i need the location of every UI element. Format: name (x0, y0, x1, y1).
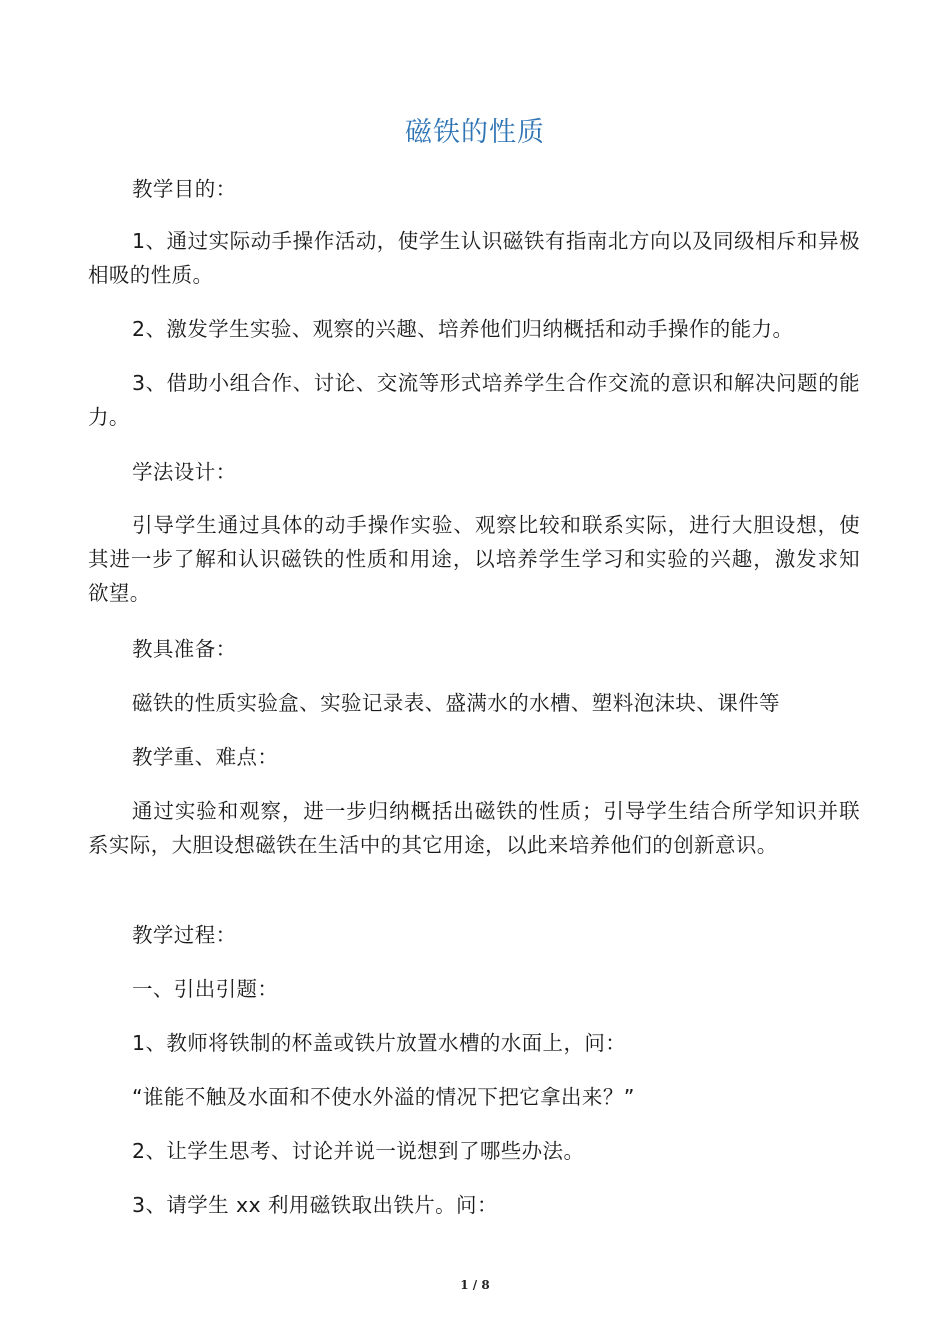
paragraph-method-body: 引导学生通过具体的动手操作实验、观察比较和联系实际，进行大胆设想，使其进一步了解和认识磁铁的性质和用途，以培养学生学习和实验的兴趣，激发求知欲望。 (88, 513, 860, 605)
paragraph-step-3: 3、请学生 xx 利用磁铁取出铁片。问： (132, 1193, 498, 1217)
document-title: 磁铁的性质 (405, 117, 545, 148)
paragraph-process-heading: 教学过程： (132, 923, 237, 947)
paragraph-method-heading: 学法设计： (132, 460, 237, 484)
paragraph-goal-1: 1、通过实际动手操作活动，使学生认识磁铁有指南北方向以及同级相斥和异极相吸的性质。 (88, 229, 860, 287)
paragraph-teaching-goals-heading: 教学目的： (132, 177, 237, 201)
paragraph-goal-3: 3、借助小组合作、讨论、交流等形式培养学生合作交流的意识和解决问题的能力。 (88, 371, 860, 429)
paragraph-step-1: 1、教师将铁制的杯盖或铁片放置水槽的水面上，问： (132, 1031, 627, 1055)
paragraph-materials-body: 磁铁的性质实验盒、实验记录表、盛满水的水槽、塑料泡沫块、课件等 (132, 691, 780, 715)
paragraph-goal-2: 2、激发学生实验、观察的兴趣、培养他们归纳概括和动手操作的能力。 (132, 317, 794, 341)
page-number: 1 / 8 (460, 1278, 490, 1292)
paragraph-materials-heading: 教具准备： (132, 637, 237, 661)
paragraph-key-points-heading: 教学重、难点： (132, 745, 279, 769)
paragraph-key-points-body: 通过实验和观察，进一步归纳概括出磁铁的性质；引导学生结合所学知识并联系实际，大胆设想磁铁在生活中的其它用途，以此来培养他们的创新意识。 (88, 799, 860, 857)
paragraph-section-1-heading: 一、引出引题： (132, 977, 279, 1001)
paragraph-step-2: 2、让学生思考、讨论并说一说想到了哪些办法。 (132, 1139, 585, 1163)
paragraph-step-1-quote: “谁能不触及水面和不使水外溢的情况下把它拿出来？” (132, 1085, 635, 1109)
